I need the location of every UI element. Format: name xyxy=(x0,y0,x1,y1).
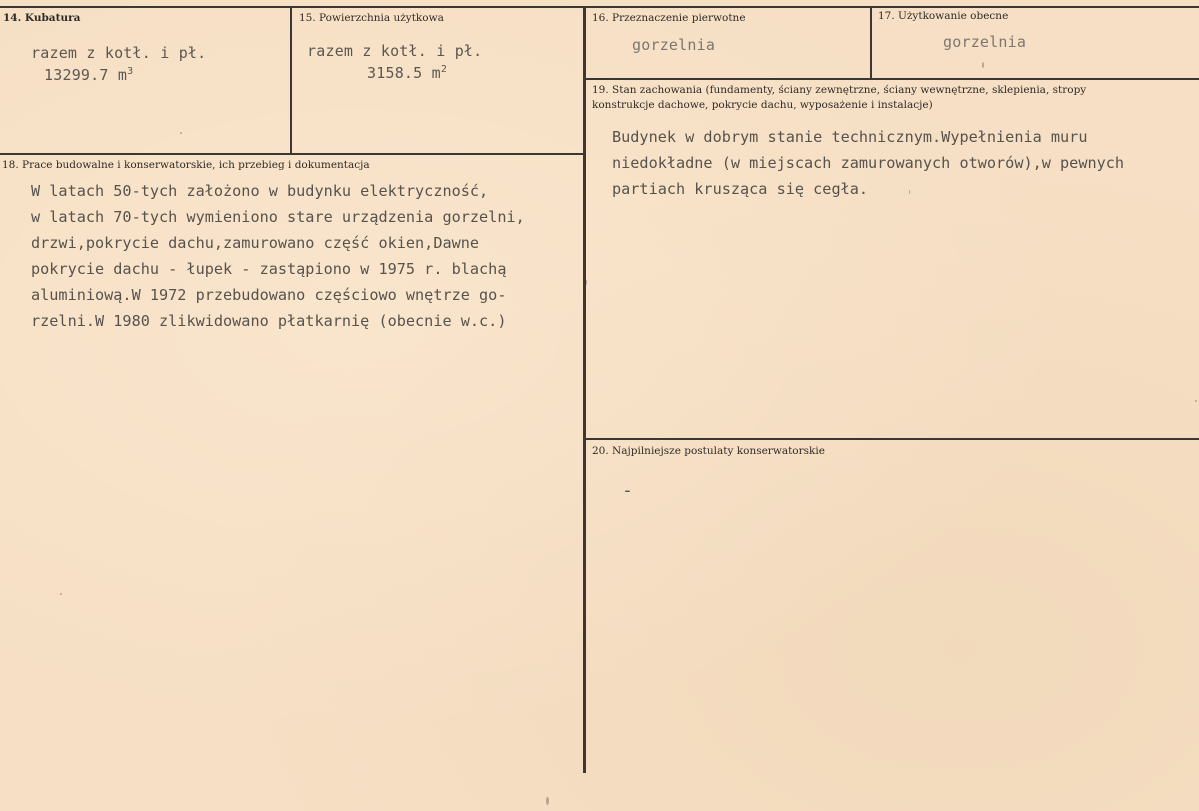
postulaty-value: - xyxy=(622,480,634,501)
paper-speck xyxy=(546,797,549,805)
paper-speck xyxy=(60,593,62,595)
uzytkowanie-value: gorzelnia xyxy=(943,33,1027,51)
row1-divider-right xyxy=(585,78,1199,80)
kubatura-line1: razem z kotł. i pł. xyxy=(31,44,207,62)
powierzchnia-value: 3158.5 m xyxy=(367,64,441,82)
paper-speck xyxy=(909,190,910,194)
stan-label-line1: 19. Stan zachowania (fundamenty, ściany zewnętrzne, ściany wewnętrzne, sklepienia, stropy xyxy=(592,84,1087,96)
powierzchnia-label: 15. Powierzchnia użytkowa xyxy=(299,12,444,24)
kubatura-label: 14. Kubatura xyxy=(3,12,81,24)
paper-speck xyxy=(180,132,182,134)
powierzchnia-exponent: 2 xyxy=(440,64,448,75)
paper-speck xyxy=(1195,400,1197,402)
divider-kubatura-powierzchnia xyxy=(290,6,292,153)
paper-speck xyxy=(586,280,587,285)
prace-line: rzelni.W 1980 zlikwidowano płatkarnię (obecnie w.c.) xyxy=(31,312,507,330)
prace-label: 18. Prace budowalne i konserwatorskie, ich przebieg i dokumentacja xyxy=(2,159,370,171)
divider-przeznaczenie-uzytkowanie xyxy=(870,6,872,78)
prace-text xyxy=(31,178,525,334)
prace-line: W latach 50-tych założono w budynku elektryczność, xyxy=(31,182,489,200)
kubatura-exponent: 3 xyxy=(127,66,134,77)
uzytkowanie-label: 17. Użytkowanie obecne xyxy=(878,10,1009,22)
przeznaczenie-label: 16. Przeznaczenie pierwotne xyxy=(592,12,746,24)
row1-divider-left xyxy=(0,153,585,155)
powierzchnia-line1: razem z kotł. i pł. xyxy=(307,42,483,60)
stan-label-line2: konstrukcje dachowe, pokrycie dachu, wyposażenie i instalacje) xyxy=(592,99,933,111)
main-vertical-divider xyxy=(583,6,586,773)
stan-line: niedokładne (w miejscach zamurowanych otworów),w pewnych xyxy=(612,154,1125,172)
prace-line: aluminiową.W 1972 przebudowano częściowo wnętrze go- xyxy=(31,286,507,304)
row2-divider-right xyxy=(585,438,1199,440)
postulaty-label: 20. Najpilniejsze postulaty konserwatorskie xyxy=(592,445,825,457)
prace-line: w latach 70-tych wymieniono stare urządzenia gorzelni, xyxy=(31,208,525,226)
przeznaczenie-value: gorzelnia xyxy=(632,36,716,54)
stan-text xyxy=(612,124,1124,202)
top-border-line xyxy=(0,6,1199,8)
paper-speck xyxy=(982,62,984,68)
kubatura-line2 xyxy=(44,66,133,84)
stan-line: Budynek w dobrym stanie technicznym.Wypełnienia muru xyxy=(612,128,1088,146)
powierzchnia-line2 xyxy=(367,64,447,82)
kubatura-value: 13299.7 m xyxy=(44,66,128,84)
stan-line: partiach krusząca się cegła. xyxy=(612,180,869,198)
prace-line: drzwi,pokrycie dachu,zamurowano część okien,Dawne xyxy=(31,234,480,252)
prace-line: pokrycie dachu - łupek - zastąpiono w 1975 r. blachą xyxy=(31,260,507,278)
